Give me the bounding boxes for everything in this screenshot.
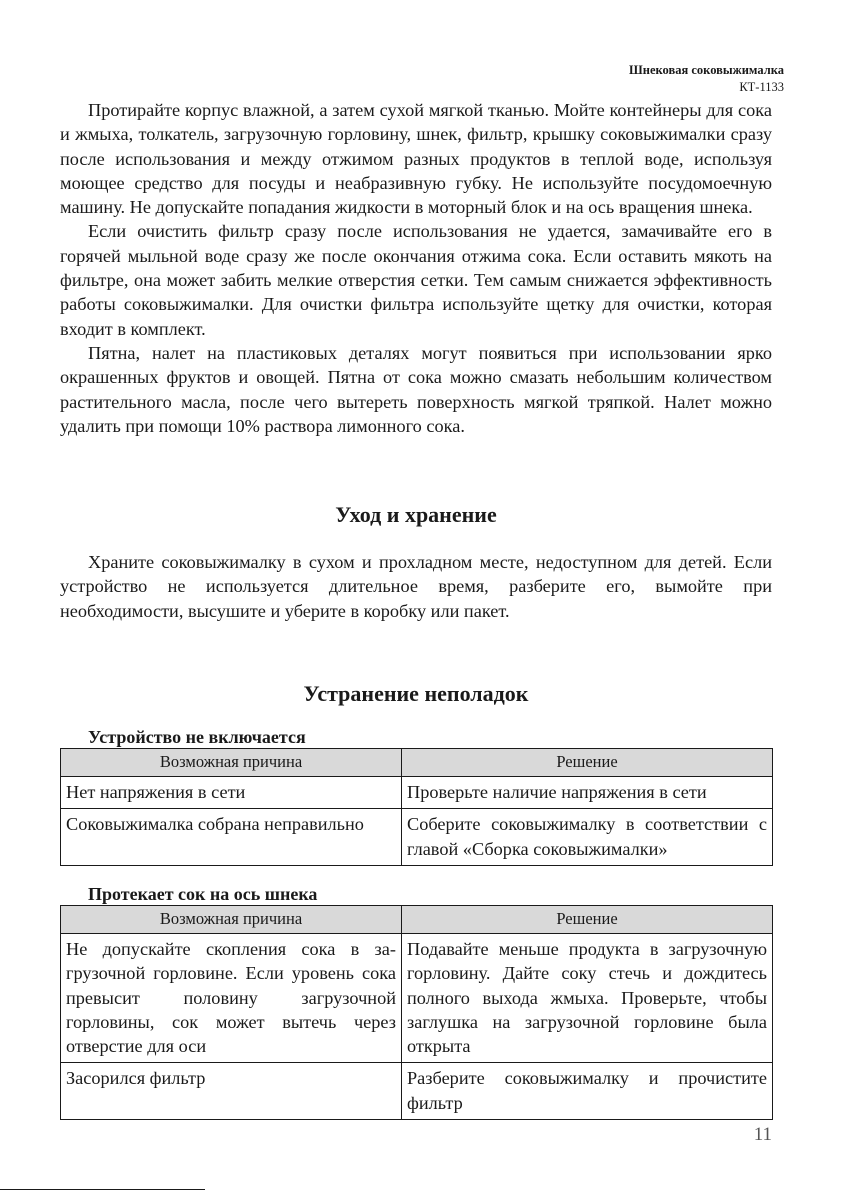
cause-cell: Засорился фильтр	[61, 1063, 402, 1120]
column-header-cause: Возможная причина	[61, 905, 402, 933]
cleaning-paragraph-3: Пятна, налет на пластиковых деталях могут появиться при использовании ярко окрашенных фруктов и овощей. Пятна от сока можно смазать небольшим количеством растительного масла, после чего вытереть поверхность мягкой тряпкой. Налет можно удалить при помощи 10% раствора лимонного сока.	[60, 342, 772, 436]
cause-cell: Не допускайте скопления сока в загрузочной горловине. Если уровень сока превысит половину загрузочной горловины, сок может вытечь через отверстие для оси	[61, 933, 402, 1062]
care-paragraph: Храните соковыжималку в сухом и прохладном месте, недоступном для детей. Если устройство не используется длительное время, разберите его, вымойте при необходимости, высушите и уберите в коробку или пакет.	[60, 552, 772, 621]
page-number: 11	[753, 1124, 772, 1145]
product-model: КТ-1133	[739, 80, 784, 94]
solution-cell: Разберите соковыжималку и прочистите фильтр	[402, 1063, 773, 1120]
solution-cell: Соберите соковыжималку в соответствии с главой «Сборка соковыжималки»	[402, 809, 773, 866]
cleaning-paragraph-2: Если очистить фильтр сразу после использования не удается, замачивайте его в горячей мыльной воде сразу же после окончания отжима сока. Если оставить мякоть на фильтре, она может забить мелкие отверстия сетки. Тем самым снижается эффективность работы соковыжималки. Для очистки фильтра используйте щетку для очистки, которая входит в комплект.	[60, 221, 772, 339]
cleaning-section	[60, 98, 772, 438]
product-title: Шнековая соковыжималка	[629, 63, 784, 77]
cause-cell: Соковыжималка собрана неправильно	[61, 809, 402, 866]
cause-cell: Нет напряжения в сети	[61, 777, 402, 809]
cleaning-paragraph-1: Протирайте корпус влажной, а затем сухой мягкой тканью. Мойте контейнеры для сока и жмыха, толкатель, загрузочную горловину, шнек, фильтр, крышку соковыжималки сразу после использования и между отжимом разных продуктов в теплой воде, используя моющее средство для посуды и неабразивную губку. Не используйте посудомоечную машину. Не допускайте попадания жидкости в моторный блок и на ось вращения шнека.	[60, 100, 772, 218]
table-header-row	[61, 749, 773, 777]
table-1-heading: Устройство не включается	[88, 727, 306, 748]
troubleshooting-section-title: Устранение неполадок	[303, 681, 529, 707]
troubleshooting-table-1	[60, 748, 773, 866]
table-row	[61, 777, 773, 809]
footer-rule	[0, 1189, 205, 1190]
page-header	[629, 62, 784, 96]
table-row	[61, 1063, 773, 1120]
column-header-solution: Решение	[402, 905, 773, 933]
table-2-heading: Протекает сок на ось шнека	[88, 883, 318, 904]
column-header-solution: Решение	[402, 749, 773, 777]
table-header-row	[61, 905, 773, 933]
column-header-cause: Возможная причина	[61, 749, 402, 777]
table-row	[61, 933, 773, 1062]
solution-cell: Проверьте наличие напряжения в сети	[402, 777, 773, 809]
solution-cell: Подавайте меньше продукта в загрузочную горловину. Дайте соку стечь и дождитесь полного выхода жмыха. Проверьте, чтобы заглушка на загрузочной горловине была открыта	[402, 933, 773, 1062]
care-section-title: Уход и хранение	[335, 502, 497, 528]
table-row	[61, 809, 773, 866]
page-content	[60, 98, 772, 1120]
troubleshooting-table-2	[60, 905, 773, 1120]
